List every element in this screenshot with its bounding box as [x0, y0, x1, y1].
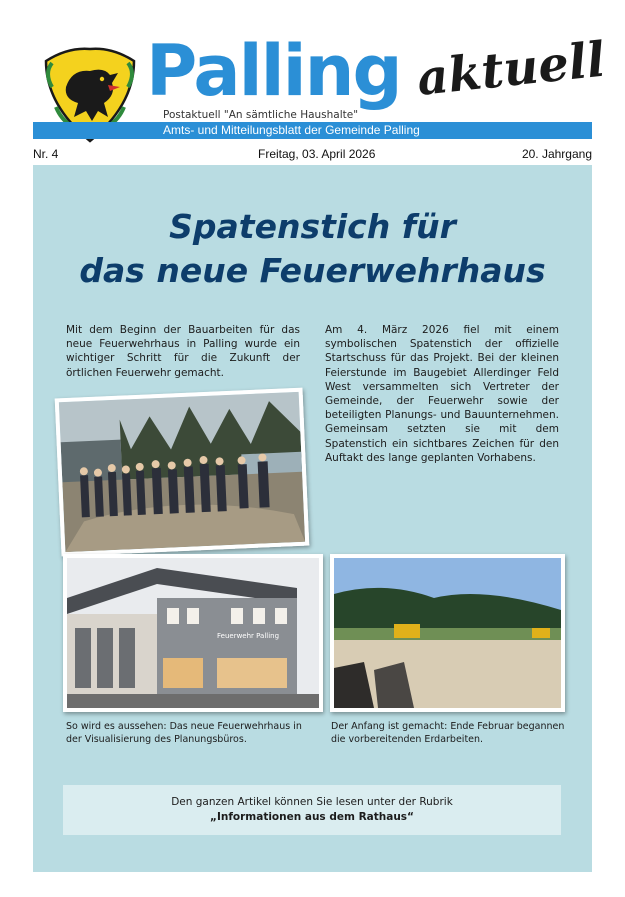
newspaper-title: Palling	[146, 30, 401, 112]
building-visualization-photo	[63, 554, 323, 712]
caption-site: Der Anfang ist gemacht: Ende Februar begannen die vorbereitenden Erdarbeiten.	[331, 721, 565, 745]
building-sign: Feuerwehr Palling	[217, 632, 280, 640]
notice-text: Den ganzen Artikel können Sie lesen unter der Rubrik	[171, 796, 453, 808]
newspaper-title-script: aktuell	[414, 31, 608, 107]
notice-section-name: „Informationen aus dem Rathaus“	[210, 811, 414, 823]
construction-site-photo	[330, 554, 565, 712]
caption-building: So wird es aussehen: Das neue Feuerwehrhaus in der Visualisierung des Planungsbüros.	[66, 721, 302, 745]
headline-line-2: das neue Feuerwehrhaus	[79, 251, 546, 290]
issue-date: Freitag, 03. April 2026	[258, 147, 376, 161]
issue-year: 20. Jahrgang	[521, 147, 592, 161]
masthead-tagline: Postaktuell "An sämtliche Haushalte"	[163, 109, 359, 121]
ceremony-photo	[55, 388, 310, 557]
article-story: Am 4. März 2026 fiel mit einem symbolischen Spatenstich der offizielle Startschuss für das Projekt. Bei der kleinen Feierstunde im Baugebiet Allerdinger Feld West versammelten sich Vertreter der Gemeinde, der Feuerwehr sowie der beteiligten Planungs- und Bauunternehmen. Gemeinsam setzten sie mit dem Spatenstich ein sichtbares Zeichen für den Auftakt des lange geplanten Vorhabens.	[325, 324, 559, 464]
article-headline	[33, 205, 592, 293]
read-more-notice	[63, 785, 561, 835]
masthead-band-text: Amts- und Mitteilungsblatt der Gemeinde Palling	[163, 123, 420, 137]
article-intro: Mit dem Beginn der Bauarbeiten für das neue Feuerwehrhaus in Palling wurde ein wichtiger Schritt für die Zukunft der örtlichen Feuerwehr gemacht.	[66, 324, 300, 379]
issue-number: Nr. 4	[33, 147, 59, 161]
headline-line-1: Spatenstich für	[169, 207, 456, 246]
